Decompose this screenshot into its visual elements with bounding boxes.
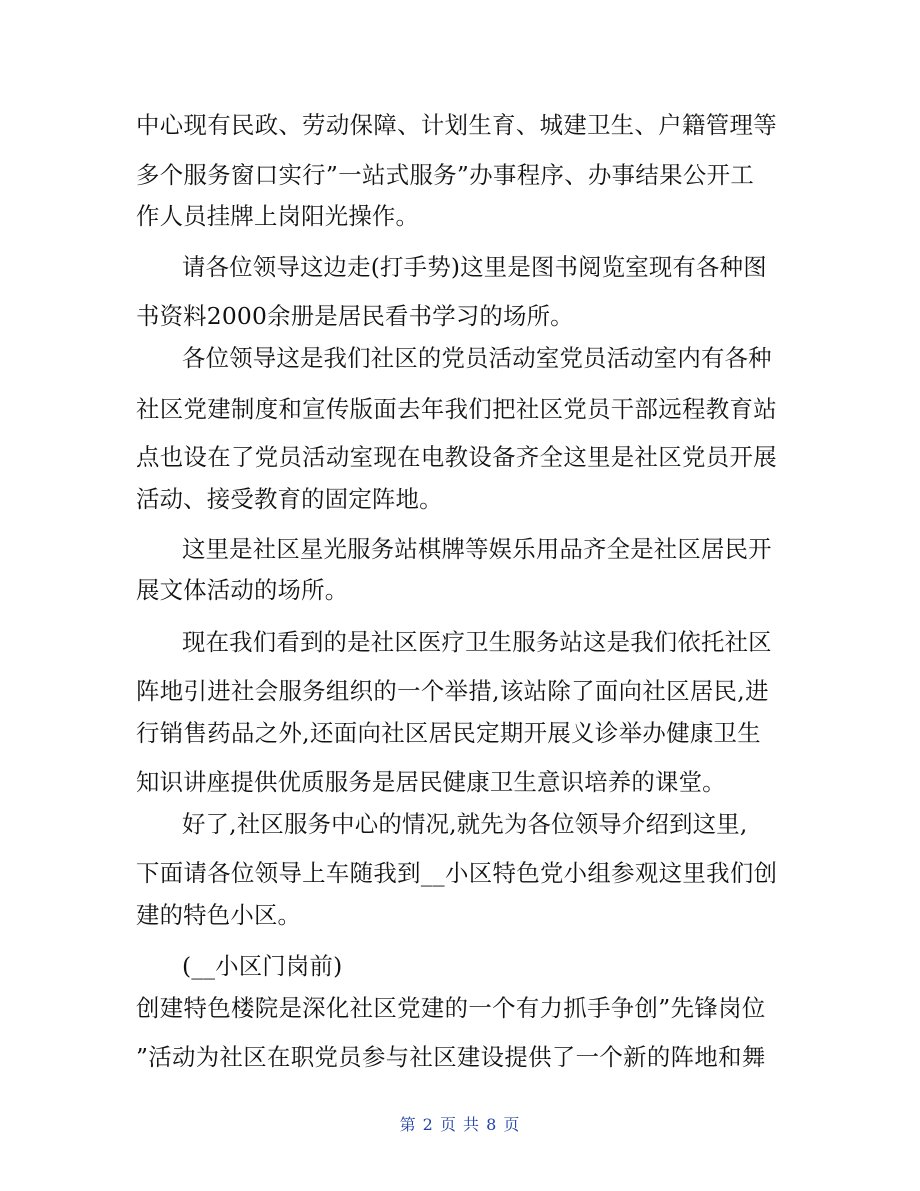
text-line: 行销售药品之外,还面向社区居民定期开展义诊举办健康卫生 [136, 719, 762, 747]
text-line: 中心现有民政、劳动保障、计划生育、城建卫生、户籍管理等 [136, 111, 777, 139]
text-line: 这里是社区星光服务站棋牌等娱乐用品齐全是社区居民开 [182, 535, 772, 563]
text-line: 好了,社区服务中心的情况,就先为各位领导介绍到这里, [182, 810, 748, 838]
text-line: 活动、接受教育的固定阵地。 [136, 485, 443, 513]
text-line: 创建特色楼院是深化社区党建的一个有力抓手争创”先锋岗位 [136, 994, 766, 1022]
text-line: 点也设在了党员活动室现在电教设备齐全这里是社区党员开展 [136, 443, 777, 471]
text-line: ”活动为社区在职党员参与社区建设提供了一个新的阵地和舞 [136, 1043, 766, 1071]
text-line: 建的特色小区。 [136, 901, 302, 929]
text-line: 书资料2000余册是居民看书学习的场所。 [136, 302, 574, 330]
text-line: 作人员挂牌上岗阳光操作。 [136, 202, 420, 230]
text-line: 展文体活动的场所。 [136, 576, 349, 604]
text-line: 各位领导这是我们社区的党员活动室党员活动室内有各种 [182, 344, 772, 372]
text-line: 阵地引进社会服务组织的一个举措,该站除了面向社区居民,进 [136, 677, 769, 705]
text-line: 知识讲座提供优质服务是居民健康卫生意识培养的课堂。 [136, 768, 726, 796]
text-line: 下面请各位领导上车随我到__小区特色党小组参观这里我们创 [136, 859, 778, 887]
text-line: 现在我们看到的是社区医疗卫生服务站这是我们依托社区 [182, 628, 772, 656]
page-number-footer: 第 2 页 共 8 页 [399, 1115, 521, 1134]
text-line: 多个服务窗口实行”一站式服务”办事程序、办事结果公开工 [136, 161, 755, 189]
text-line: 社区党建制度和宣传版面去年我们把社区党员干部远程教育站 [136, 395, 777, 423]
text-line: 请各位领导这边走(打手势)这里是图书阅览室现有各种图 [182, 253, 767, 281]
text-line: (__小区门岗前) [182, 952, 343, 980]
